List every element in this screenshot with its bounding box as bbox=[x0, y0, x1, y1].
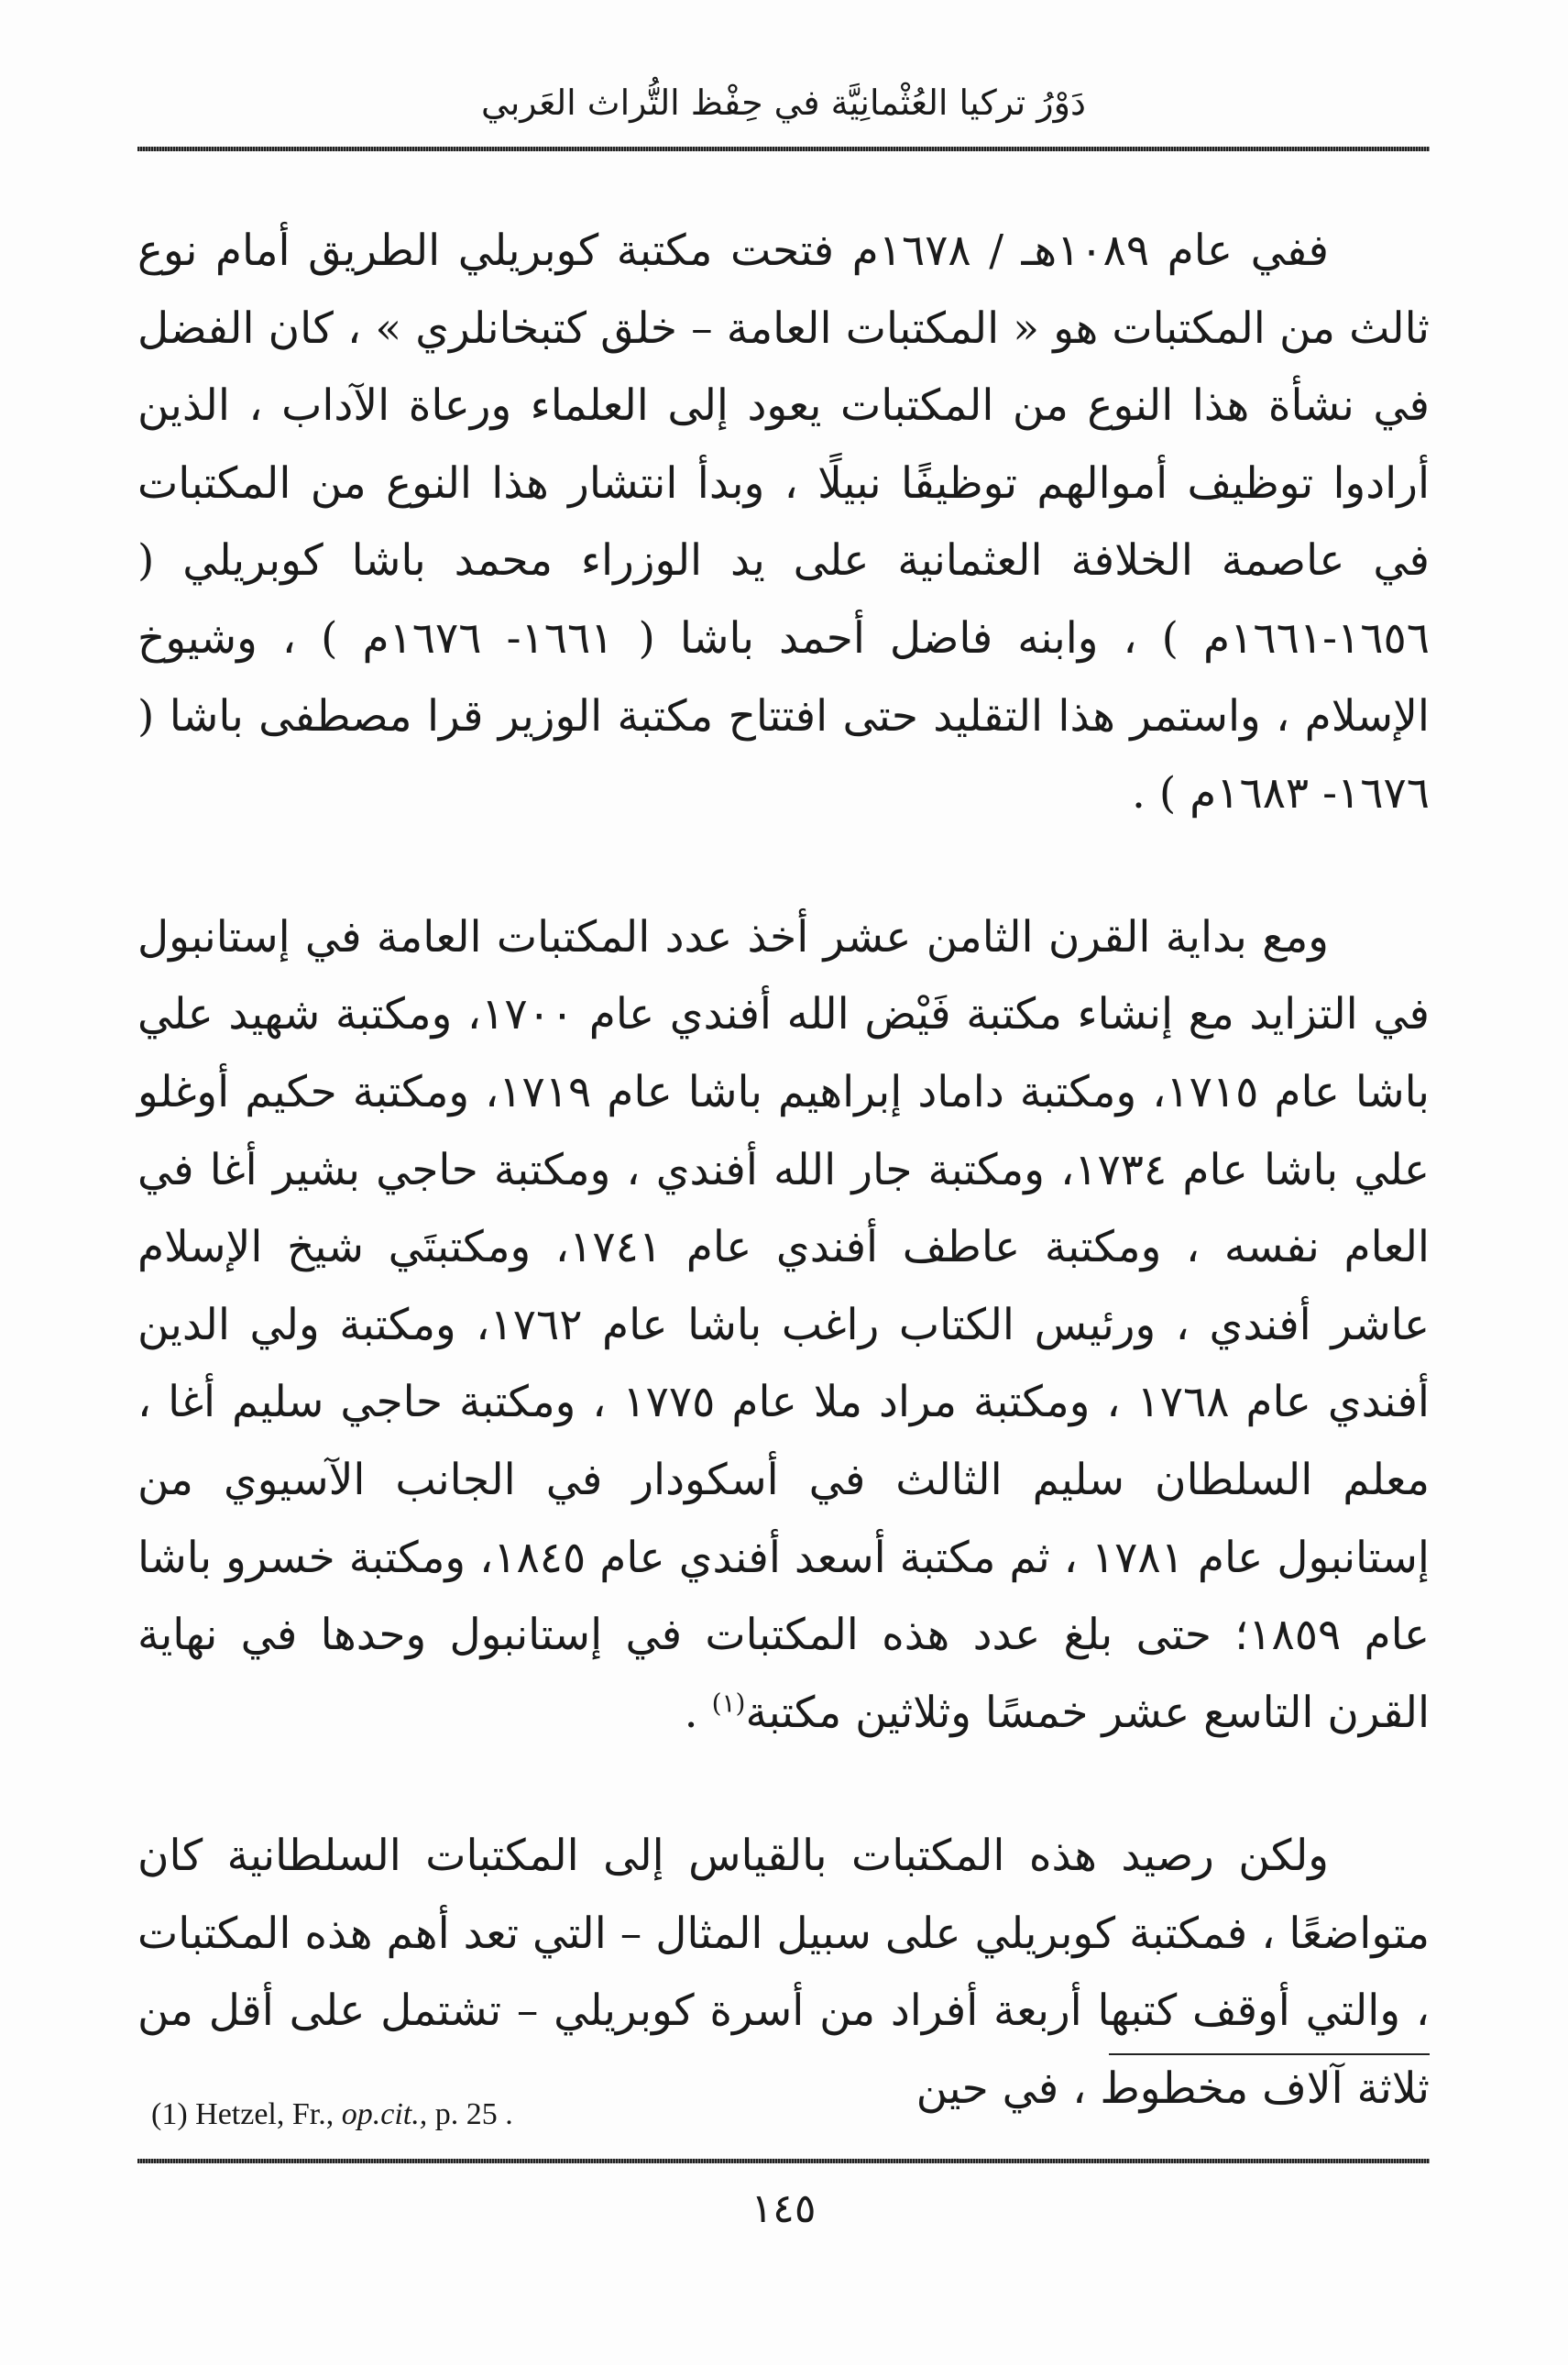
footnote-separator bbox=[1109, 2053, 1430, 2055]
paragraph-1: ففي عام ١٠٨٩هـ / ١٦٧٨م فتحت مكتبة كوبريلي الطريق أمام نوع ثالث من المكتبات هو « المكتبات العامة – خلق كتبخانلري » ، كان الفضل في نشأة هذا النوع من المكتبات يعود إلى العلماء ورعاة الآداب ، الذين أرادوا توظيف أموالهم توظيفًا نبيلًا ، وبدأ انتشار هذا النوع من المكتبات في عاصمة الخلافة العثمانية على يد الوزراء محمد باشا كوبريلي ( ١٦٥٦-١٦٦١م ) ، وابنه فاضل أحمد باشا ( ١٦٦١- ١٦٧٦م ) ، وشيوخ الإسلام ، واستمر هذا التقليد حتى افتتاح مكتبة الوزير قرا مصطفى باشا ( ١٦٧٦- ١٦٨٣م ) . bbox=[137, 226, 1430, 820]
footnote-page: p. 25 . bbox=[434, 2097, 513, 2131]
footnote-number: (1) bbox=[151, 2097, 188, 2131]
header-rule bbox=[137, 147, 1430, 151]
paragraph-2 bbox=[137, 899, 1430, 1753]
footnote-marker[interactable]: (١) bbox=[711, 1688, 746, 1719]
paragraph-2-text: ومع بداية القرن الثامن عشر أخذ عدد المكتبات العامة في إستانبول في التزايد مع إنشاء مكتبة فَيْض الله أفندي عام ١٧٠٠، ومكتبة شهيد علي باشا عام ١٧١٥، ومكتبة داماد إبراهيم باشا عام ١٧١٩، ومكتبة حكيم أوغلو علي باشا عام ١٧٣٤، ومكتبة جار الله أفندي ، ومكتبة حاجي بشير أغا في العام نفسه ، ومكتبة عاطف أفندي عام ١٧٤١، ومكتبتَي شيخ الإسلام عاشر أفندي ، ورئيس الكتاب راغب باشا عام ١٧٦٢، ومكتبة ولي الدين أفندي عام ١٧٦٨ ، ومكتبة مراد ملا عام ١٧٧٥ ، ومكتبة حاجي سليم أغا ، معلم السلطان سليم الثالث في أسكودار في الجانب الآسيوي من إستانبول عام ١٧٨١ ، ثم مكتبة أسعد أفندي عام ١٨٤٥، ومكتبة خسرو باشا عام ١٨٥٩؛ حتى بلغ عدد هذه المكتبات في إستانبول وحدها في نهاية القرن التاسع عشر خمسًا وثلاثين مكتبة bbox=[137, 911, 1431, 1738]
footnote bbox=[151, 2095, 1343, 2135]
footer-rule bbox=[137, 2159, 1430, 2163]
footnote-author: Hetzel, Fr., bbox=[195, 2097, 334, 2131]
body-text bbox=[137, 213, 1430, 2128]
paragraph-2-end: . bbox=[684, 1687, 712, 1738]
footnote-ref: op.cit., bbox=[341, 2097, 428, 2131]
page-number: ١٤٥ bbox=[751, 2185, 817, 2232]
running-header: دَوْرُ تركيا العُثْمانِيَّة في حِفْظ التُّراث العَربي bbox=[481, 82, 1086, 123]
paragraph-3: ولكن رصيد هذه المكتبات بالقياس إلى المكتبات السلطانية كان متواضعًا ، فمكتبة كوبريلي على سبيل المثال – التي تعد أهم هذه المكتبات ، والتي أوقف كتبها أربعة أفراد من أسرة كوبريلي – تشتمل على أقل من ثلاثة آلاف مخطوط ، في حين bbox=[137, 1831, 1430, 2115]
